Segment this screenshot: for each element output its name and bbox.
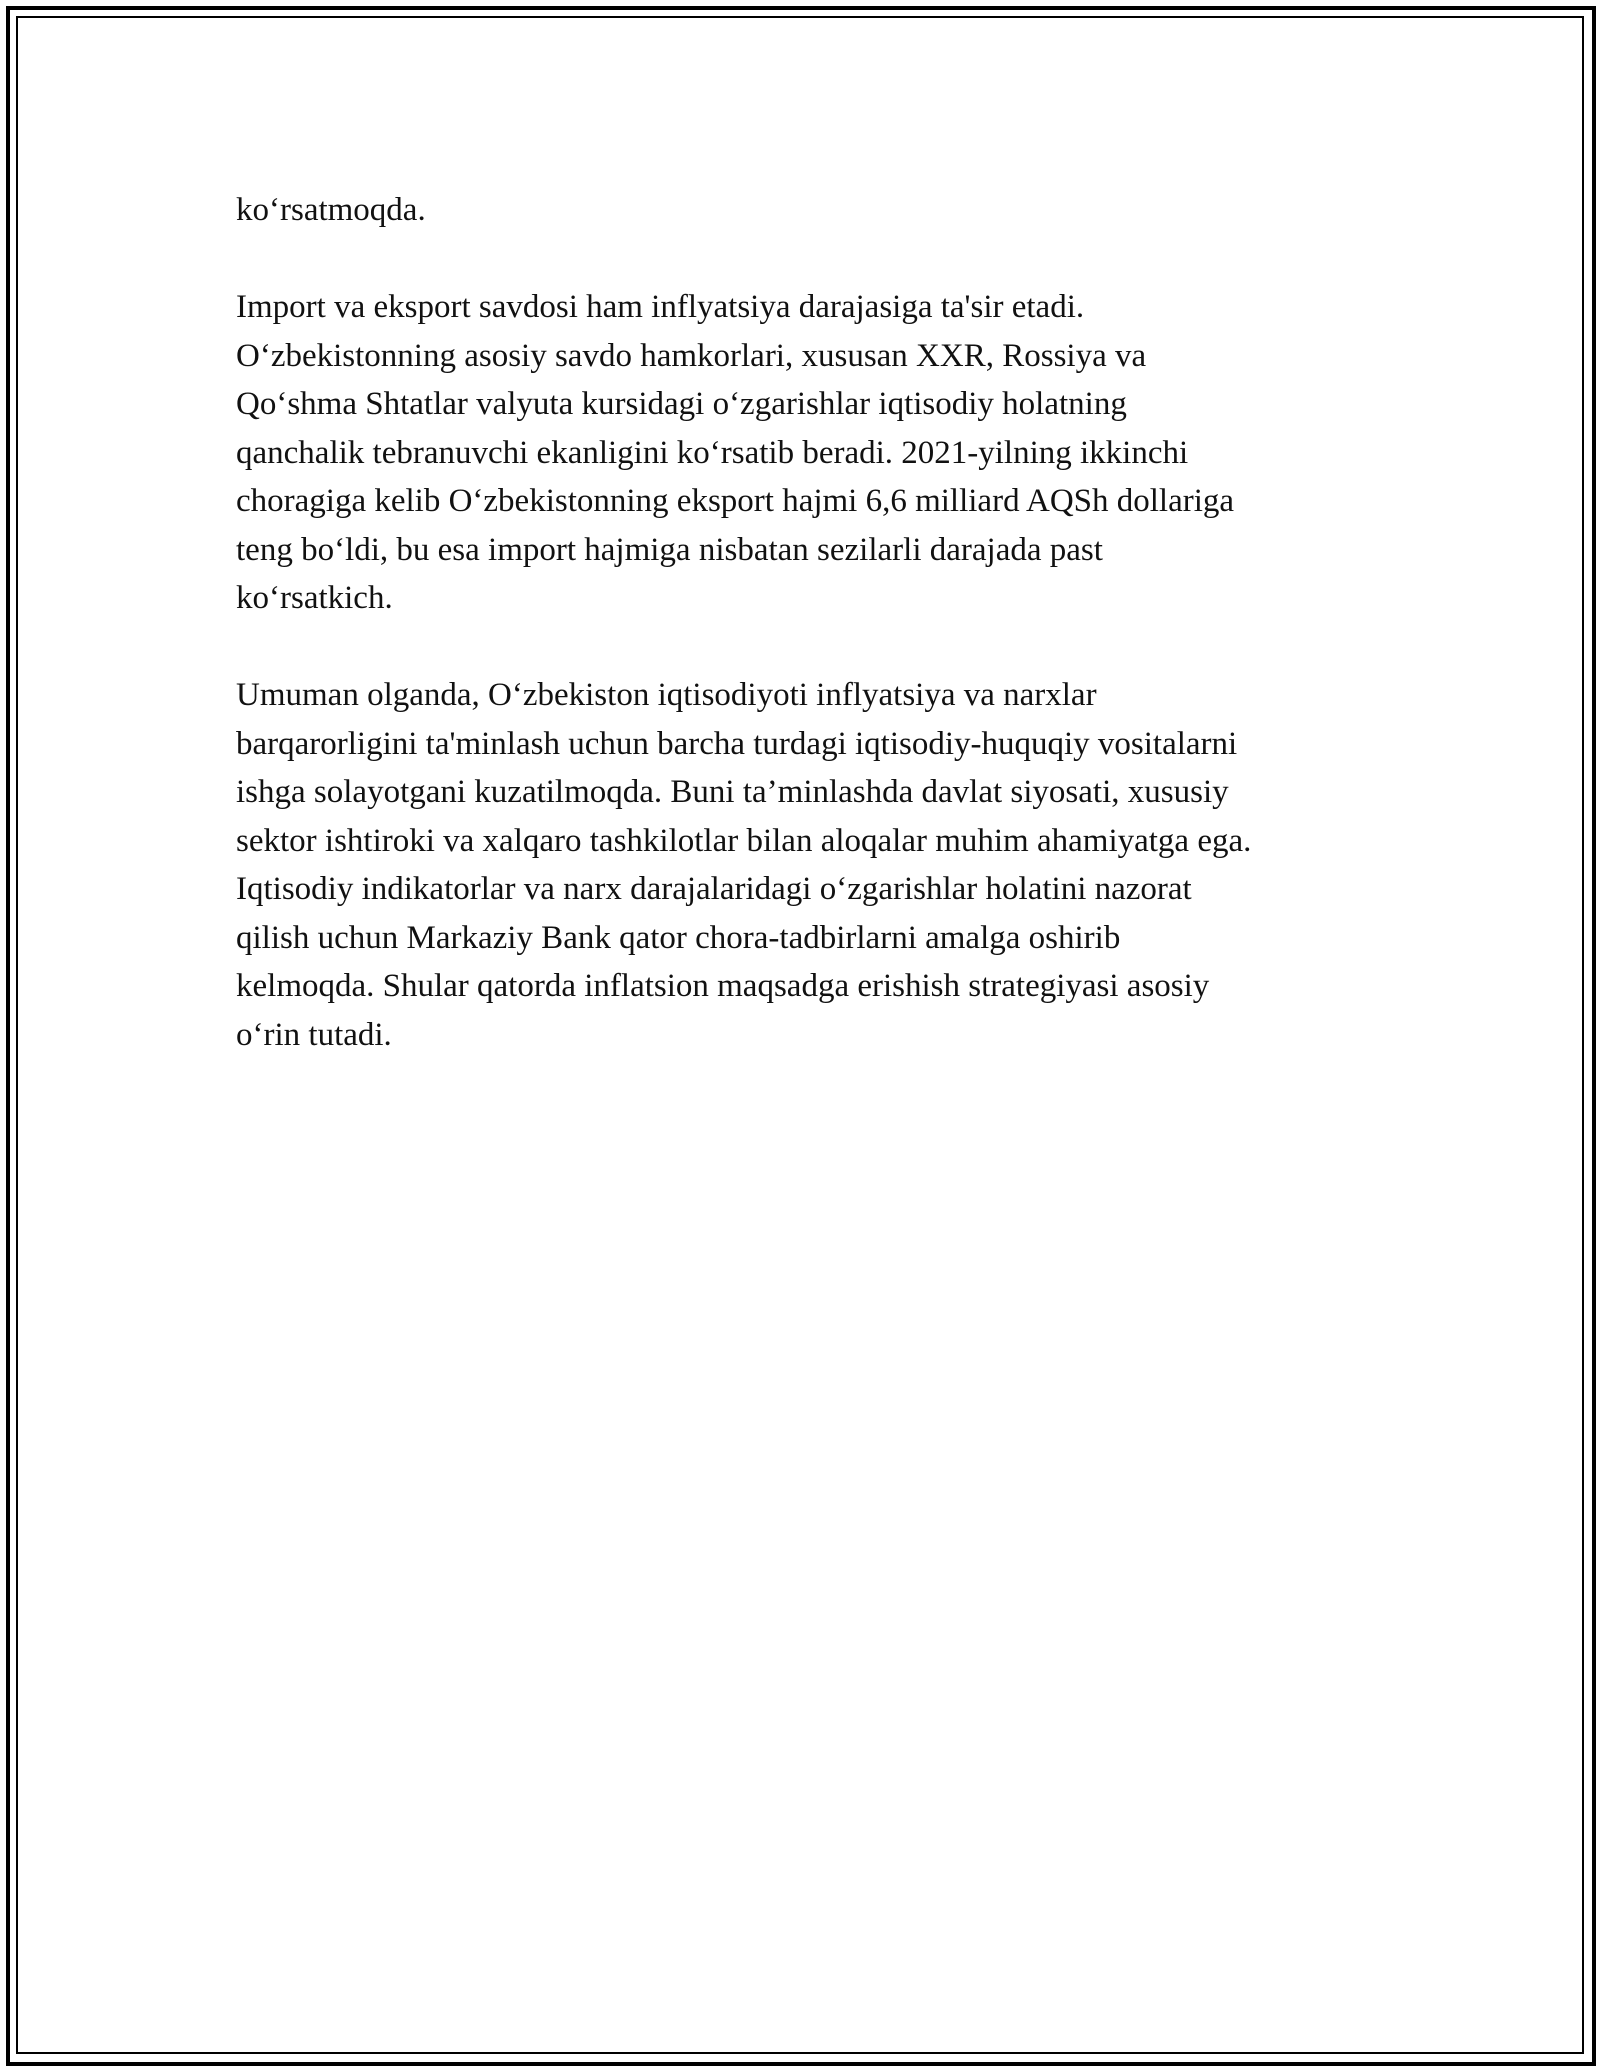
paragraph-conclusion	[236, 671, 1386, 1059]
text-line: Iqtisodiy indikatorlar va narx darajalaridagi o‘zgarishlar holatini nazorat	[236, 871, 1192, 907]
paragraph-import-export	[236, 283, 1386, 623]
text-line: qilish uchun Markaziy Bank qator chora-tadbirlarni amalga oshirib	[236, 919, 1121, 956]
text-line: ko‘rsatmoqda.	[236, 192, 426, 228]
text-line: ishga solayotgani kuzatilmoqda. Buni ta’minlashda davlat siyosati, xususiy	[236, 774, 1229, 810]
document-body	[236, 186, 1386, 1059]
text-line: teng bo‘ldi, bu esa import hajmiga nisbatan sezilarli darajada past	[236, 531, 1103, 568]
text-line: Import va eksport savdosi ham inflyatsiya darajasiga ta'sir etadi.	[236, 289, 1085, 325]
text-line: O‘zbekistonning asosiy savdo hamkorlari, xususan XXR, Rossiya va	[236, 337, 1147, 374]
text-line: ko‘rsatkich.	[236, 580, 393, 616]
text-line: qanchalik tebranuvchi ekanligini ko‘rsatib beradi. 2021-yilning ikkinchi	[236, 434, 1189, 471]
text-line: Umuman olganda, O‘zbekiston iqtisodiyoti inflyatsiya va narxlar	[236, 677, 1097, 713]
text-line: Qo‘shma Shtatlar valyuta kursidagi o‘zgarishlar iqtisodiy holatning	[236, 386, 1127, 422]
text-line: choragiga kelib O‘zbekistonning eksport hajmi 6,6 milliard AQSh dollariga	[236, 483, 1235, 519]
text-line: o‘rin tutadi.	[236, 1016, 392, 1053]
text-line: kelmoqda. Shular qatorda inflatsion maqsadga erishish strategiyasi asosiy	[236, 968, 1210, 1004]
text-line: barqarorligini ta'minlash uchun barcha turdagi iqtisodiy-huquqiy vositalarni	[236, 725, 1238, 762]
text-line: sektor ishtiroki va xalqaro tashkilotlar bilan aloqalar muhim ahamiyatga ega.	[236, 822, 1252, 859]
paragraph-continuation	[236, 186, 1386, 235]
